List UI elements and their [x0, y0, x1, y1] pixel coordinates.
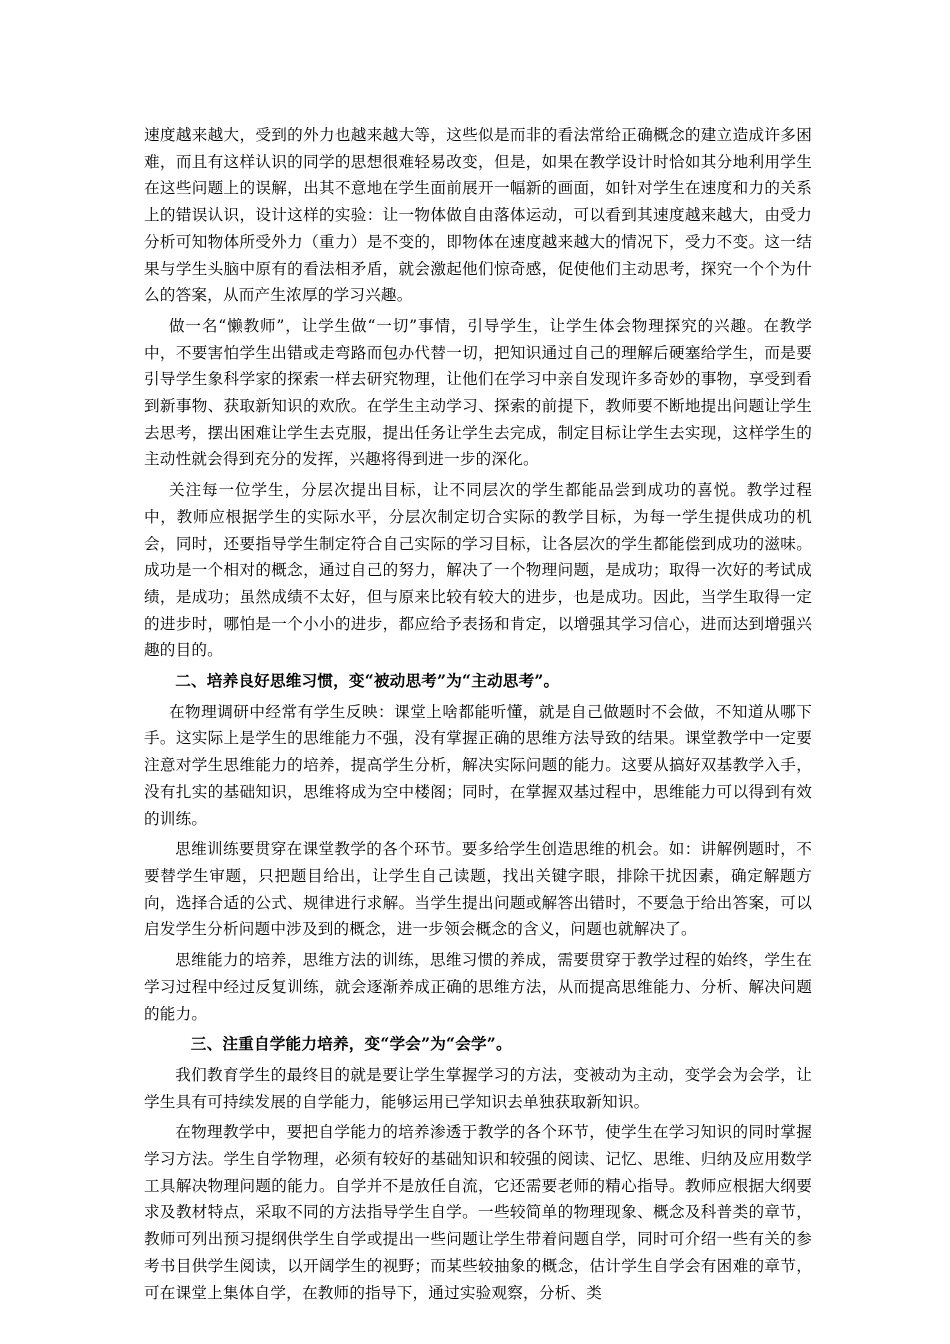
paragraph-self-study-1: 我们教育学生的最终目的就是要让学生掌握学习的方法，变被动为主动，变学会为会学，让学生具有可持续发展的自学能力，能够运用已学知识去单独获取新知识。 — [144, 1065, 812, 1111]
paragraph-self-study-2: 在物理教学中，要把自学能力的培养渗透于教学的各个环节，使学生在学习知识的同时掌握学习方法。学生自学物理，必须有较好的基础知识和较强的阅读、记忆、思维、归纳及应用数学工具解决物理问题的能力。自学并不是放任自流，它还需要老师的精心指导。教师应根据大纲要求及教材特点，采取不同的方法指导学生自学。一些较简单的物理现象、概念及科普类的章节，教师可列出预习提纲供学生自学或提出一些问题让学生带着问题自学，同时可介绍一些有关的参考书目供学生阅读，以开阔学生的视野；而某些较抽象的概念，估计学生自学会有困难的章节，可在课堂上集体自学，在教师的指导下，通过实验观察，分析、类 — [144, 1123, 812, 1302]
section-heading-thinking: 二、培养良好思维习惯，变“被动思考”为“主动思考”。 — [175, 671, 560, 691]
paragraph-thinking-3: 思维能力的培养，思维方法的训练，思维习惯的养成，需要贯穿于教学过程的始终，学生在学习过程中经过反复训练，就会逐渐养成正确的思维方法，从而提高思维能力、分析、解决问题的能力。 — [144, 951, 812, 1023]
paragraph-thinking-2: 思维训练要贯穿在课堂教学的各个环节。要多给学生创造思维的机会。如：讲解例题时，不要替学生审题，只把题目给出，让学生自己读题，找出关键字眼，排除干扰因素，确定解题方向，选择合适的公式、规律进行求解。当学生提出问题或解答出错时，不要急于给出答案，可以启发学生分析问题中涉及到的概念，进一步领会概念的含义，问题也就解决了。 — [144, 840, 812, 939]
section-heading-self-study: 三、注重自学能力培养，变“学会”为“会学”。 — [190, 1034, 512, 1054]
document-page — [144, 122, 812, 1310]
paragraph-every-student: 关注每一位学生，分层次提出目标，让不同层次的学生都能品尝到成功的喜悦。教学过程中，教师应根据学生的实际水平，分层次制定切合实际的教学目标，为每一学生提供成功的机会，同时，还要指导学生制定符合自己实际的学习目标，让各层次的学生都能偿到成功的滋味。成功是一个相对的概念，通过自己的努力，解决了一个物理问题，是成功；取得一次好的考试成绩，是成功；虽然成绩不太好，但与原来比较有较大的进步，也是成功。因此，当学生取得一定的进步时，哪怕是一个小小的进步，都应给予表扬和肯定，以增强其学习信心，进而达到增强兴趣的目的。 — [144, 481, 812, 660]
paragraph-intro-continued: 速度越来越大，受到的外力也越来越大等，这些似是而非的看法常给正确概念的建立造成许多困难，而且有这样认识的同学的思想很难轻易改变，但是，如果在教学设计时恰如其分地利用学生在这些问题上的误解，出其不意地在学生面前展开一幅新的画面，如针对学生在速度和力的关系上的错误认识，设计这样的实验：让一物体做自由落体运动，可以看到其速度越来越大，由受力分析可知物体所受外力（重力）是不变的，即物体在速度越来越大的情况下，受力不变。这一结果与学生头脑中原有的看法相矛盾，就会激起他们惊奇感，促使他们主动思考，探究一个个为什么的答案，从而产生浓厚的学习兴趣。 — [144, 126, 812, 305]
paragraph-lazy-teacher: 做一名“懒教师”，让学生做“一切”事情，引导学生，让学生体会物理探究的兴趣。在教学中，不要害怕学生出错或走弯路而包办代替一切，把知识通过自己的理解后硬塞给学生，而是要引导学生象科学家的探索一样去研究物理，让他们在学习中亲自发现许多奇妙的事物，享受到看到新事物、获取新知识的欢欣。在学生主动学习、探索的前提下，教师要不断地提出问题让学生去思考，摆出困难让学生去克服，提出任务让学生去完成，制定目标让学生去实现，这样学生的主动性就会得到充分的发挥，兴趣将得到进一步的深化。 — [144, 316, 812, 469]
paragraph-thinking-1: 在物理调研中经常有学生反映：课堂上啥都能听懂，就是自己做题时不会做，不知道从哪下手。这实际上是学生的思维能力不强，没有掌握正确的思维方法导致的结果。课堂教学中一定要注意对学生思维能力的培养，提高学生分析，解决实际问题的能力。这要从搞好双基教学入手，没有扎实的基础知识，思维将成为空中楼阁；同时，在掌握双基过程中，思维能力可以得到有效的训练。 — [144, 702, 812, 828]
